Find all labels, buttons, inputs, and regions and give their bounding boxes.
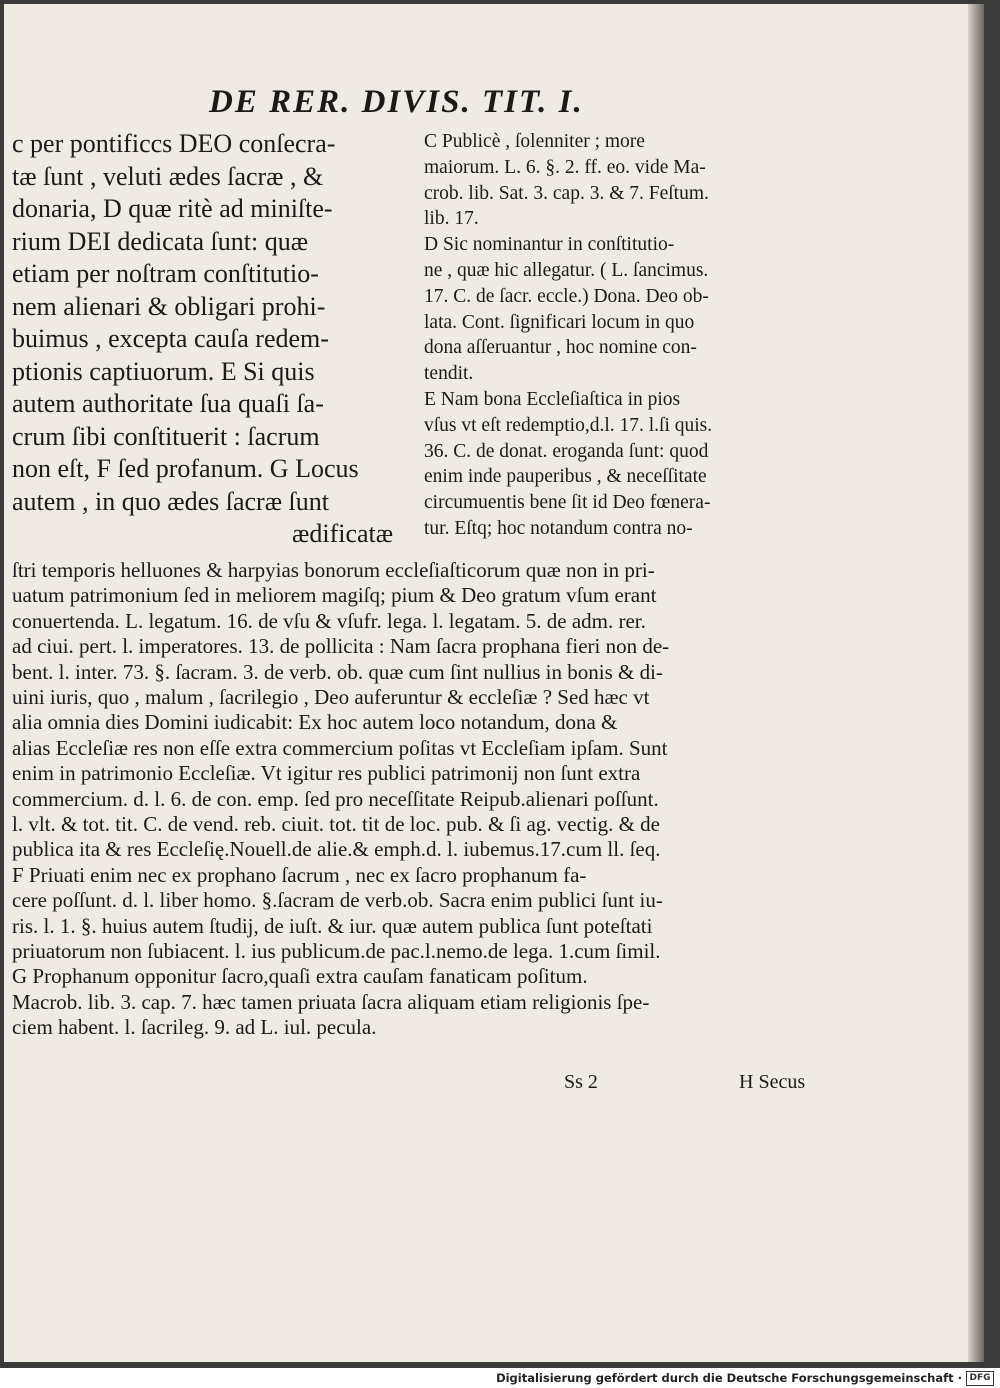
- right-column-line: E Nam bona Eccleſiaſtica in pios: [424, 389, 681, 410]
- right-column-line: enim inde pauperibus , & neceſſitate: [424, 466, 707, 488]
- full-width-line: ris. l. 1. §. huius autem ſtudij, de iuſt. & iur. quæ autem publica ſunt poteſtati: [12, 913, 653, 938]
- left-column-line: buimus , excepta cauſa redem-: [12, 324, 329, 353]
- full-width-line: ad ciui. pert. l. imperatores. 13. de pollicita : Nam ſacra prophana fieri non de-: [12, 634, 670, 659]
- full-width-line: uatum patrimonium ſed in meliorem magiſq; pium & Deo gratum vſum erant: [12, 583, 657, 608]
- left-column-line: crum ſibi conſtituerit : ſacrum: [12, 421, 320, 451]
- left-column-line: non eſt, F ſed profanum. G Locus: [12, 454, 359, 483]
- page-edge-shadow: [968, 4, 984, 1362]
- full-width-line: priuatorum non ſubiacent. l. ius publicum.de pac.l.nemo.de lega. 1.cum ſimil.: [12, 939, 661, 963]
- full-width-line: commercium. d. l. 6. de con. emp. ſed pro neceſſitate Reipub.alienari poſſunt.: [12, 786, 659, 811]
- left-column-line: rium DEI dedicata ſunt: quæ: [12, 226, 309, 256]
- left-column-line: nem alienari & obligari prohi-: [12, 291, 326, 321]
- right-column-line: tendit.: [424, 363, 474, 385]
- full-width-line: conuertenda. L. legatum. 16. de vſu & vſufr. lega. l. legatam. 5. de adm. rer.: [12, 608, 646, 633]
- right-column-line: lib. 17.: [424, 208, 479, 230]
- right-column-line: D Sic nominantur in conſtitutio-: [424, 234, 675, 256]
- credit-strip: [0, 1368, 1000, 1388]
- right-column-line: tur. Eſtq; hoc notandum contra no-: [424, 518, 693, 539]
- credit-text: Digitalisierung gefördert durch die Deutsche Forschungsgemeinschaft ·: [496, 1371, 962, 1385]
- full-width-line: l. vlt. & tot. tit. C. de vend. reb. ciuit. tot. tit de loc. pub. & ſi ag. vectig. & de: [12, 812, 660, 836]
- right-column-line: C Publicè , ſolenniter ; more: [424, 131, 645, 152]
- right-column-line: vſus vt eſt redemptio,d.l. 17. l.ſi quis.: [424, 414, 713, 436]
- signature-mark: Ss 2: [564, 1071, 598, 1093]
- dfg-logo: DFG: [966, 1371, 994, 1386]
- right-column-line: lata. Cont. ſignificari locum in quo: [424, 311, 695, 333]
- catchword: H Secus: [739, 1071, 806, 1093]
- left-column-line: c per pontificcs DEO conſecra-: [12, 129, 336, 158]
- left-column-line: autem , in quo ædes ſacræ ſunt: [12, 486, 330, 516]
- right-column-line: ne , quæ hic allegatur. ( L. ſancimus.: [424, 260, 709, 281]
- full-width-line: alia omnia dies Domini iudicabit: Ex hoc autem loco notandum, dona &: [12, 710, 618, 735]
- left-column-line: autem authoritate ſua quaſi ſa-: [12, 389, 324, 418]
- right-column-line: circumuentis bene ſit id Deo fœnera-: [424, 492, 711, 514]
- right-column-line: maiorum. L. 6. §. 2. ff. eo. vide Ma-: [424, 156, 706, 178]
- full-width-line: uini iuris, quo , malum , ſacrilegio , Deo auferuntur & eccleſiæ ? Sed hæc vt: [12, 685, 650, 709]
- full-width-line: F Priuati enim nec ex prophano ſacrum , nec ex ſacro prophanum fa-: [12, 862, 587, 887]
- book-page: [4, 4, 984, 1362]
- right-column-line: dona aſſeruantur , hoc nomine con-: [424, 337, 697, 359]
- left-column-line: etiam per noſtram conſtitutio-: [12, 259, 319, 288]
- right-column-line: crob. lib. Sat. 3. cap. 3. & 7. Feſtum.: [424, 182, 709, 204]
- full-width-line: Macrob. lib. 3. cap. 7. hæc tamen priuata ſacra aliquam etiam religionis ſpe-: [12, 989, 650, 1014]
- full-width-line: alias Eccleſiæ res non eſſe extra commercium poſitas vt Eccleſiam ipſam. Sunt: [12, 735, 668, 760]
- full-width-line: G Prophanum opponitur ſacro,quaſi extra cauſam fanaticam poſitum.: [12, 964, 588, 989]
- left-column-line: ædificatæ: [292, 519, 394, 548]
- full-width-line: bent. l. inter. 73. §. ſacram. 3. de verb. ob. quæ cum ſint nullius in bonis & di-: [12, 659, 663, 684]
- left-column-line: tæ ſunt , veluti ædes ſacræ , &: [12, 161, 324, 191]
- full-width-line: cere poſſunt. d. l. liber homo. §.ſacram de verb.ob. Sacra enim publici ſunt iu-: [12, 888, 663, 913]
- full-width-line: ſtri temporis helluones & harpyias bonorum eccleſiaſticorum quæ non in pri-: [12, 558, 655, 582]
- running-head: DE RER. DIVIS. TIT. I.: [209, 84, 584, 120]
- right-column-line: 17. C. de ſacr. eccle.) Dona. Deo ob-: [424, 285, 709, 307]
- left-column-line: donaria, D quæ ritè ad miniſte-: [12, 194, 333, 223]
- right-column-line: 36. C. de donat. eroganda ſunt: quod: [424, 440, 709, 462]
- full-width-line: publica ita & res Eccleſię.Nouell.de alie.& emph.d. l. iubemus.17.cum ll. ſeq.: [12, 837, 661, 862]
- full-width-line: ciem habent. l. ſacrileg. 9. ad L. iul. pecula.: [12, 1015, 377, 1040]
- full-width-line: enim in patrimonio Eccleſiæ. Vt igitur res publici patrimonij non ſunt extra: [12, 761, 641, 786]
- left-column-line: ptionis captiuorum. E Si quis: [12, 356, 315, 386]
